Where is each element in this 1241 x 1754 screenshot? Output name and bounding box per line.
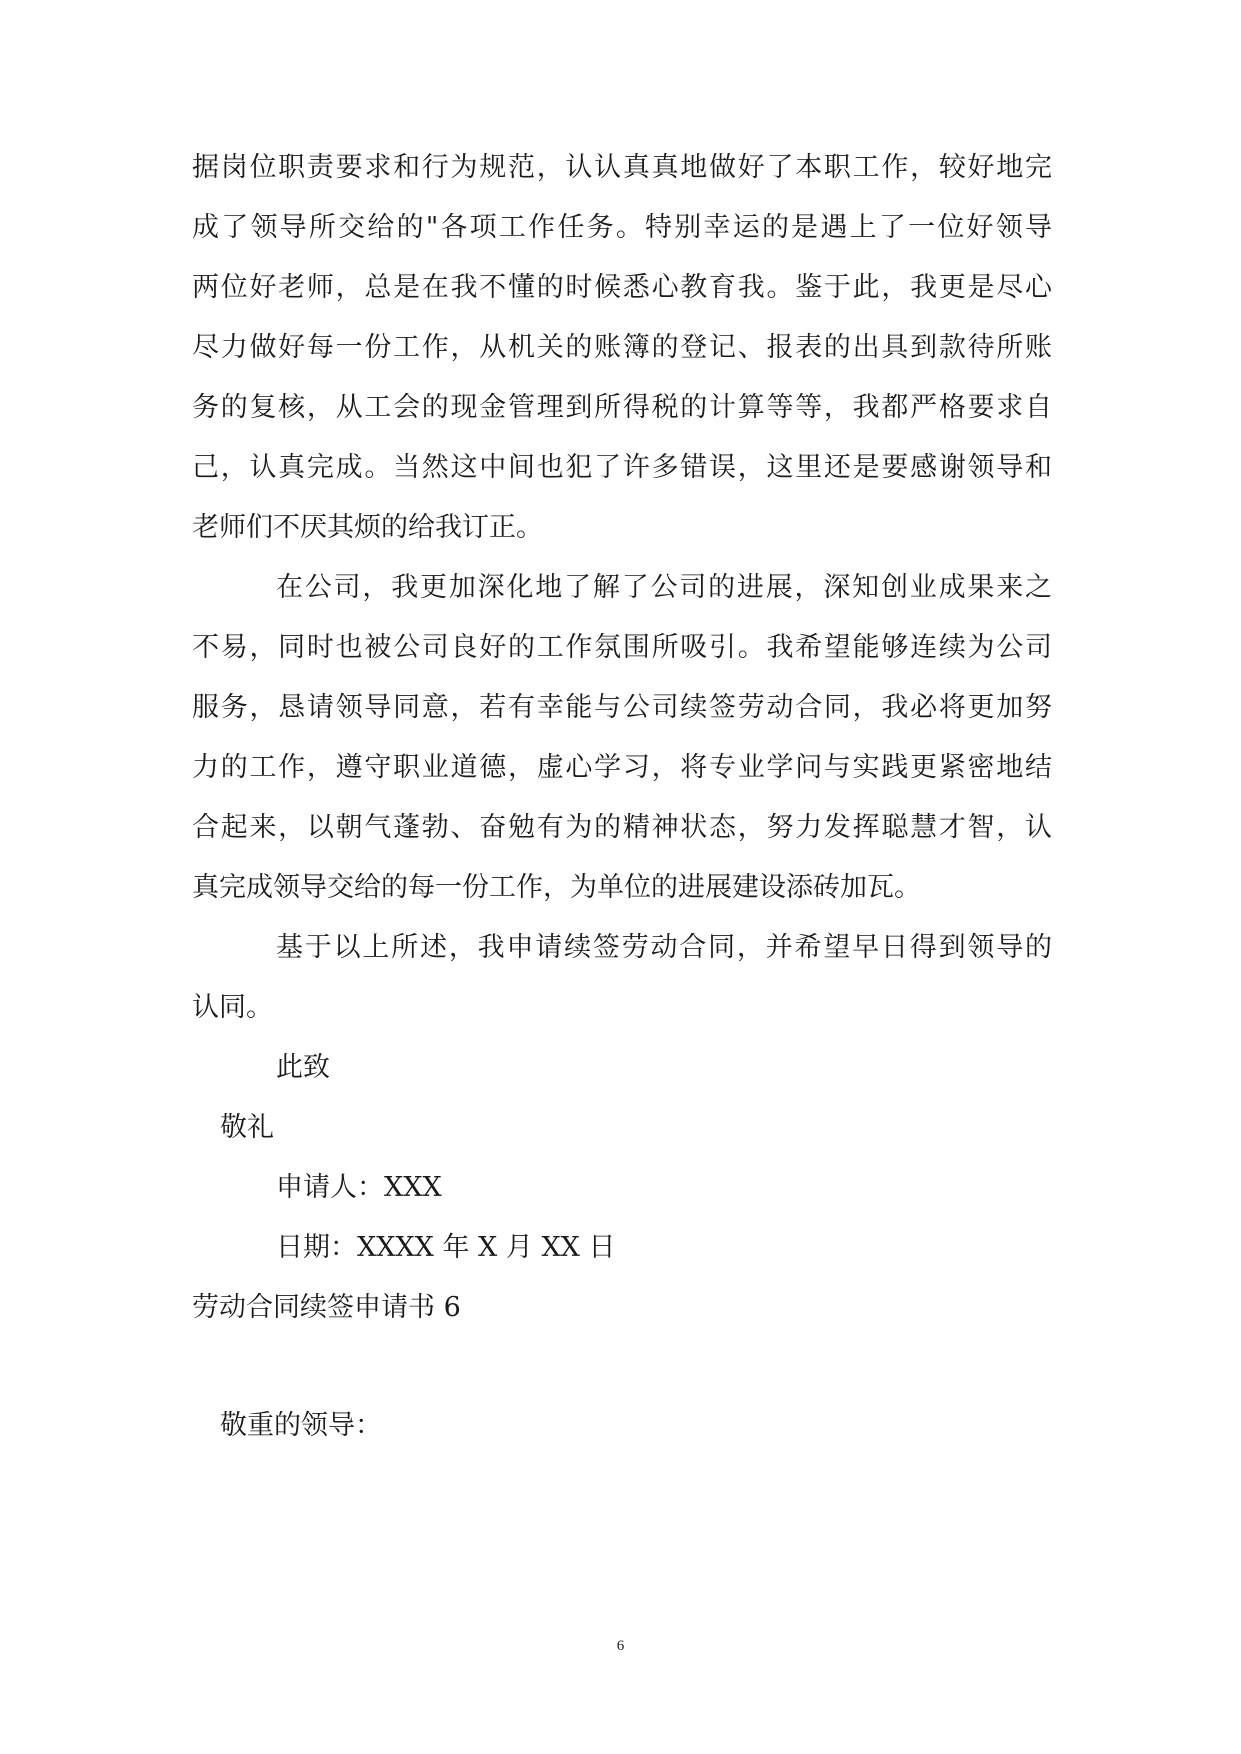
body-line: 务的复核，从工会的现金管理到所得税的计算等等，我都严格要求自 [192,392,1052,423]
application-date: 日期：XXXX 年 X 月 XX 日 [276,1232,616,1263]
body-line: 真完成领导交给的每一份工作，为单位的进展建设添砖加瓦。 [192,872,921,903]
body-line: 据岗位职责要求和行为规范，认认真真地做好了本职工作，较好地完 [192,152,1052,183]
applicant-signature: 申请人：XXX [276,1172,442,1203]
page-number: 6 [616,1638,625,1654]
body-line: 不易，同时也被公司良好的工作氛围所吸引。我希望能够连续为公司 [192,632,1052,663]
body-line: 己，认真完成。当然这中间也犯了许多错误，这里还是要感谢领导和 [192,452,1052,483]
closing-salutation: 此致 [276,1052,330,1083]
body-line: 认同。 [192,992,273,1023]
body-line: 尽力做好每一份工作，从机关的账簿的登记、报表的出具到款待所账 [192,332,1052,363]
letter-greeting: 敬重的领导： [220,1410,382,1441]
body-line: 成了领导所交给的"各项工作任务。特别幸运的是遇上了一位好领导 [192,212,1052,243]
body-line: 力的工作，遵守职业道德，虚心学习，将专业学问与实践更紧密地结 [192,752,1052,783]
body-line: 基于以上所述，我申请续签劳动合同，并希望早日得到领导的 [276,932,1052,963]
body-line: 合起来，以朝气蓬勃、奋勉有为的精神状态，努力发挥聪慧才智，认 [192,812,1052,843]
body-line: 两位好老师，总是在我不懂的时候悉心教育我。鉴于此，我更是尽心 [192,272,1052,303]
section-title: 劳动合同续签申请书 6 [192,1292,461,1323]
body-line: 在公司，我更加深化地了解了公司的进展，深知创业成果来之 [276,572,1052,603]
closing-respect: 敬礼 [220,1112,274,1143]
body-line: 服务，恳请领导同意，若有幸能与公司续签劳动合同，我必将更加努 [192,692,1052,723]
body-line: 老师们不厌其烦的给我订正。 [192,512,543,543]
